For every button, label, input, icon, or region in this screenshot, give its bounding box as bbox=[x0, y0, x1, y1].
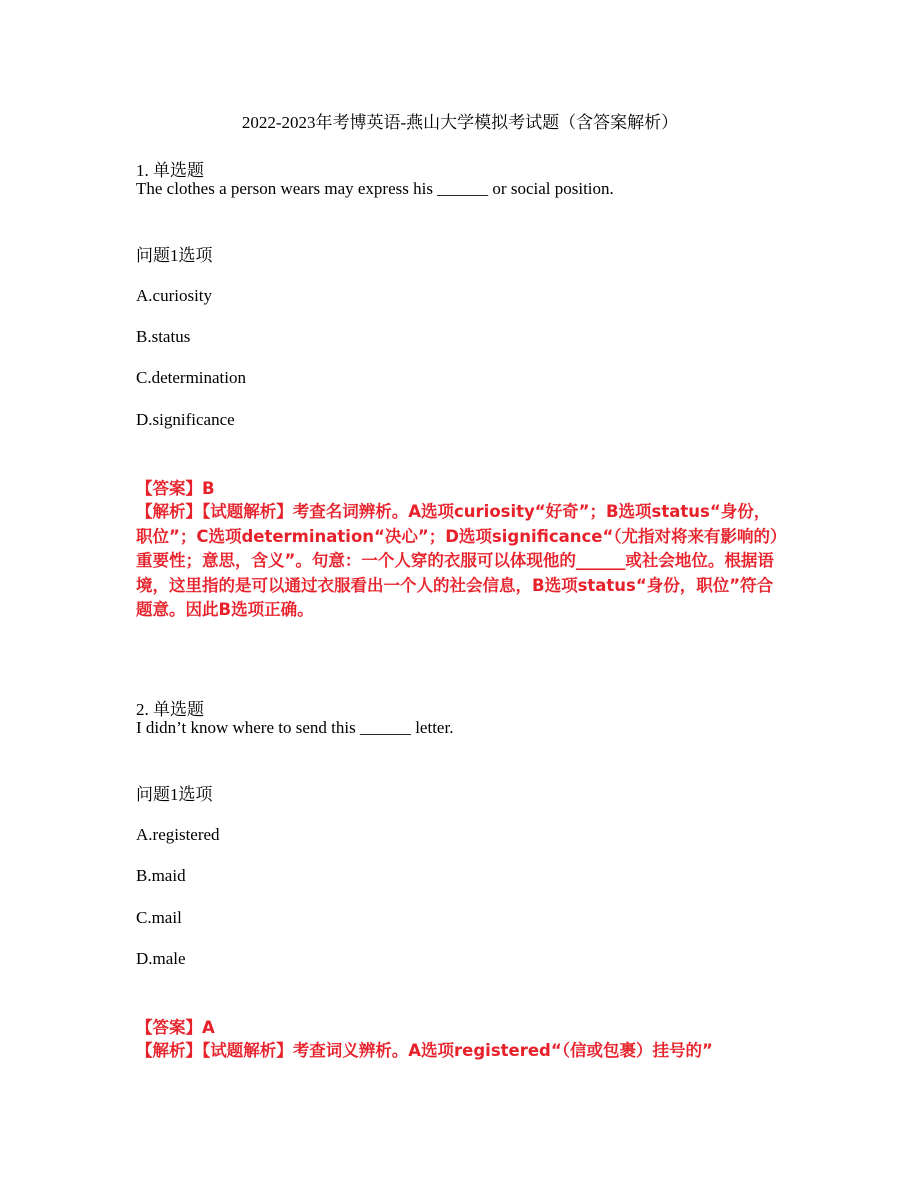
question-2-options-label: 问题1选项 bbox=[136, 785, 213, 804]
question-1-answer: 【答案】B bbox=[136, 479, 215, 498]
question-2-option-d: D.male bbox=[136, 949, 186, 968]
question-1-analysis: 【解析】【试题解析】考查名词辨析。A选项curiosity“好奇”；B选项status“身份，职位”；C选项determination“决心”；D选项significance“（尤指对将来有影响的）重要性；意思，含义”。句意：一个人穿的衣服可以体现他的______或社会地位。根据语境，这里指的是可以通过衣服看出一个人的社会信息，B选项status“身份，职位”符合题意。因此B选项正确。 bbox=[136, 502, 779, 619]
question-2-analysis: 【解析】【试题解析】考查词义辨析。A选项registered“（信或包裹）挂号的” bbox=[136, 1041, 713, 1060]
question-1-options-label: 问题1选项 bbox=[136, 246, 213, 265]
question-1-option-b: B.status bbox=[136, 327, 191, 346]
question-1-option-a: A.curiosity bbox=[136, 286, 213, 305]
question-2-option-b: B.maid bbox=[136, 866, 186, 885]
question-2-option-a: A.registered bbox=[136, 825, 220, 844]
question-1-option-c: C.determination bbox=[136, 368, 247, 387]
question-2-heading: 2. 单选题 bbox=[136, 700, 204, 719]
document-title: 2022-2023年考博英语-燕山大学模拟考试题（含答案解析） bbox=[241, 113, 679, 132]
question-2-answer: 【答案】A bbox=[136, 1018, 215, 1037]
question-1-heading: 1. 单选题 bbox=[136, 161, 204, 180]
question-2-stem: I didn’t know where to send this ______ letter. bbox=[136, 718, 454, 737]
question-1-stem: The clothes a person wears may express his ______ or social position. bbox=[136, 179, 614, 198]
question-2-option-c: C.mail bbox=[136, 908, 182, 927]
question-1-option-d: D.significance bbox=[136, 410, 235, 429]
